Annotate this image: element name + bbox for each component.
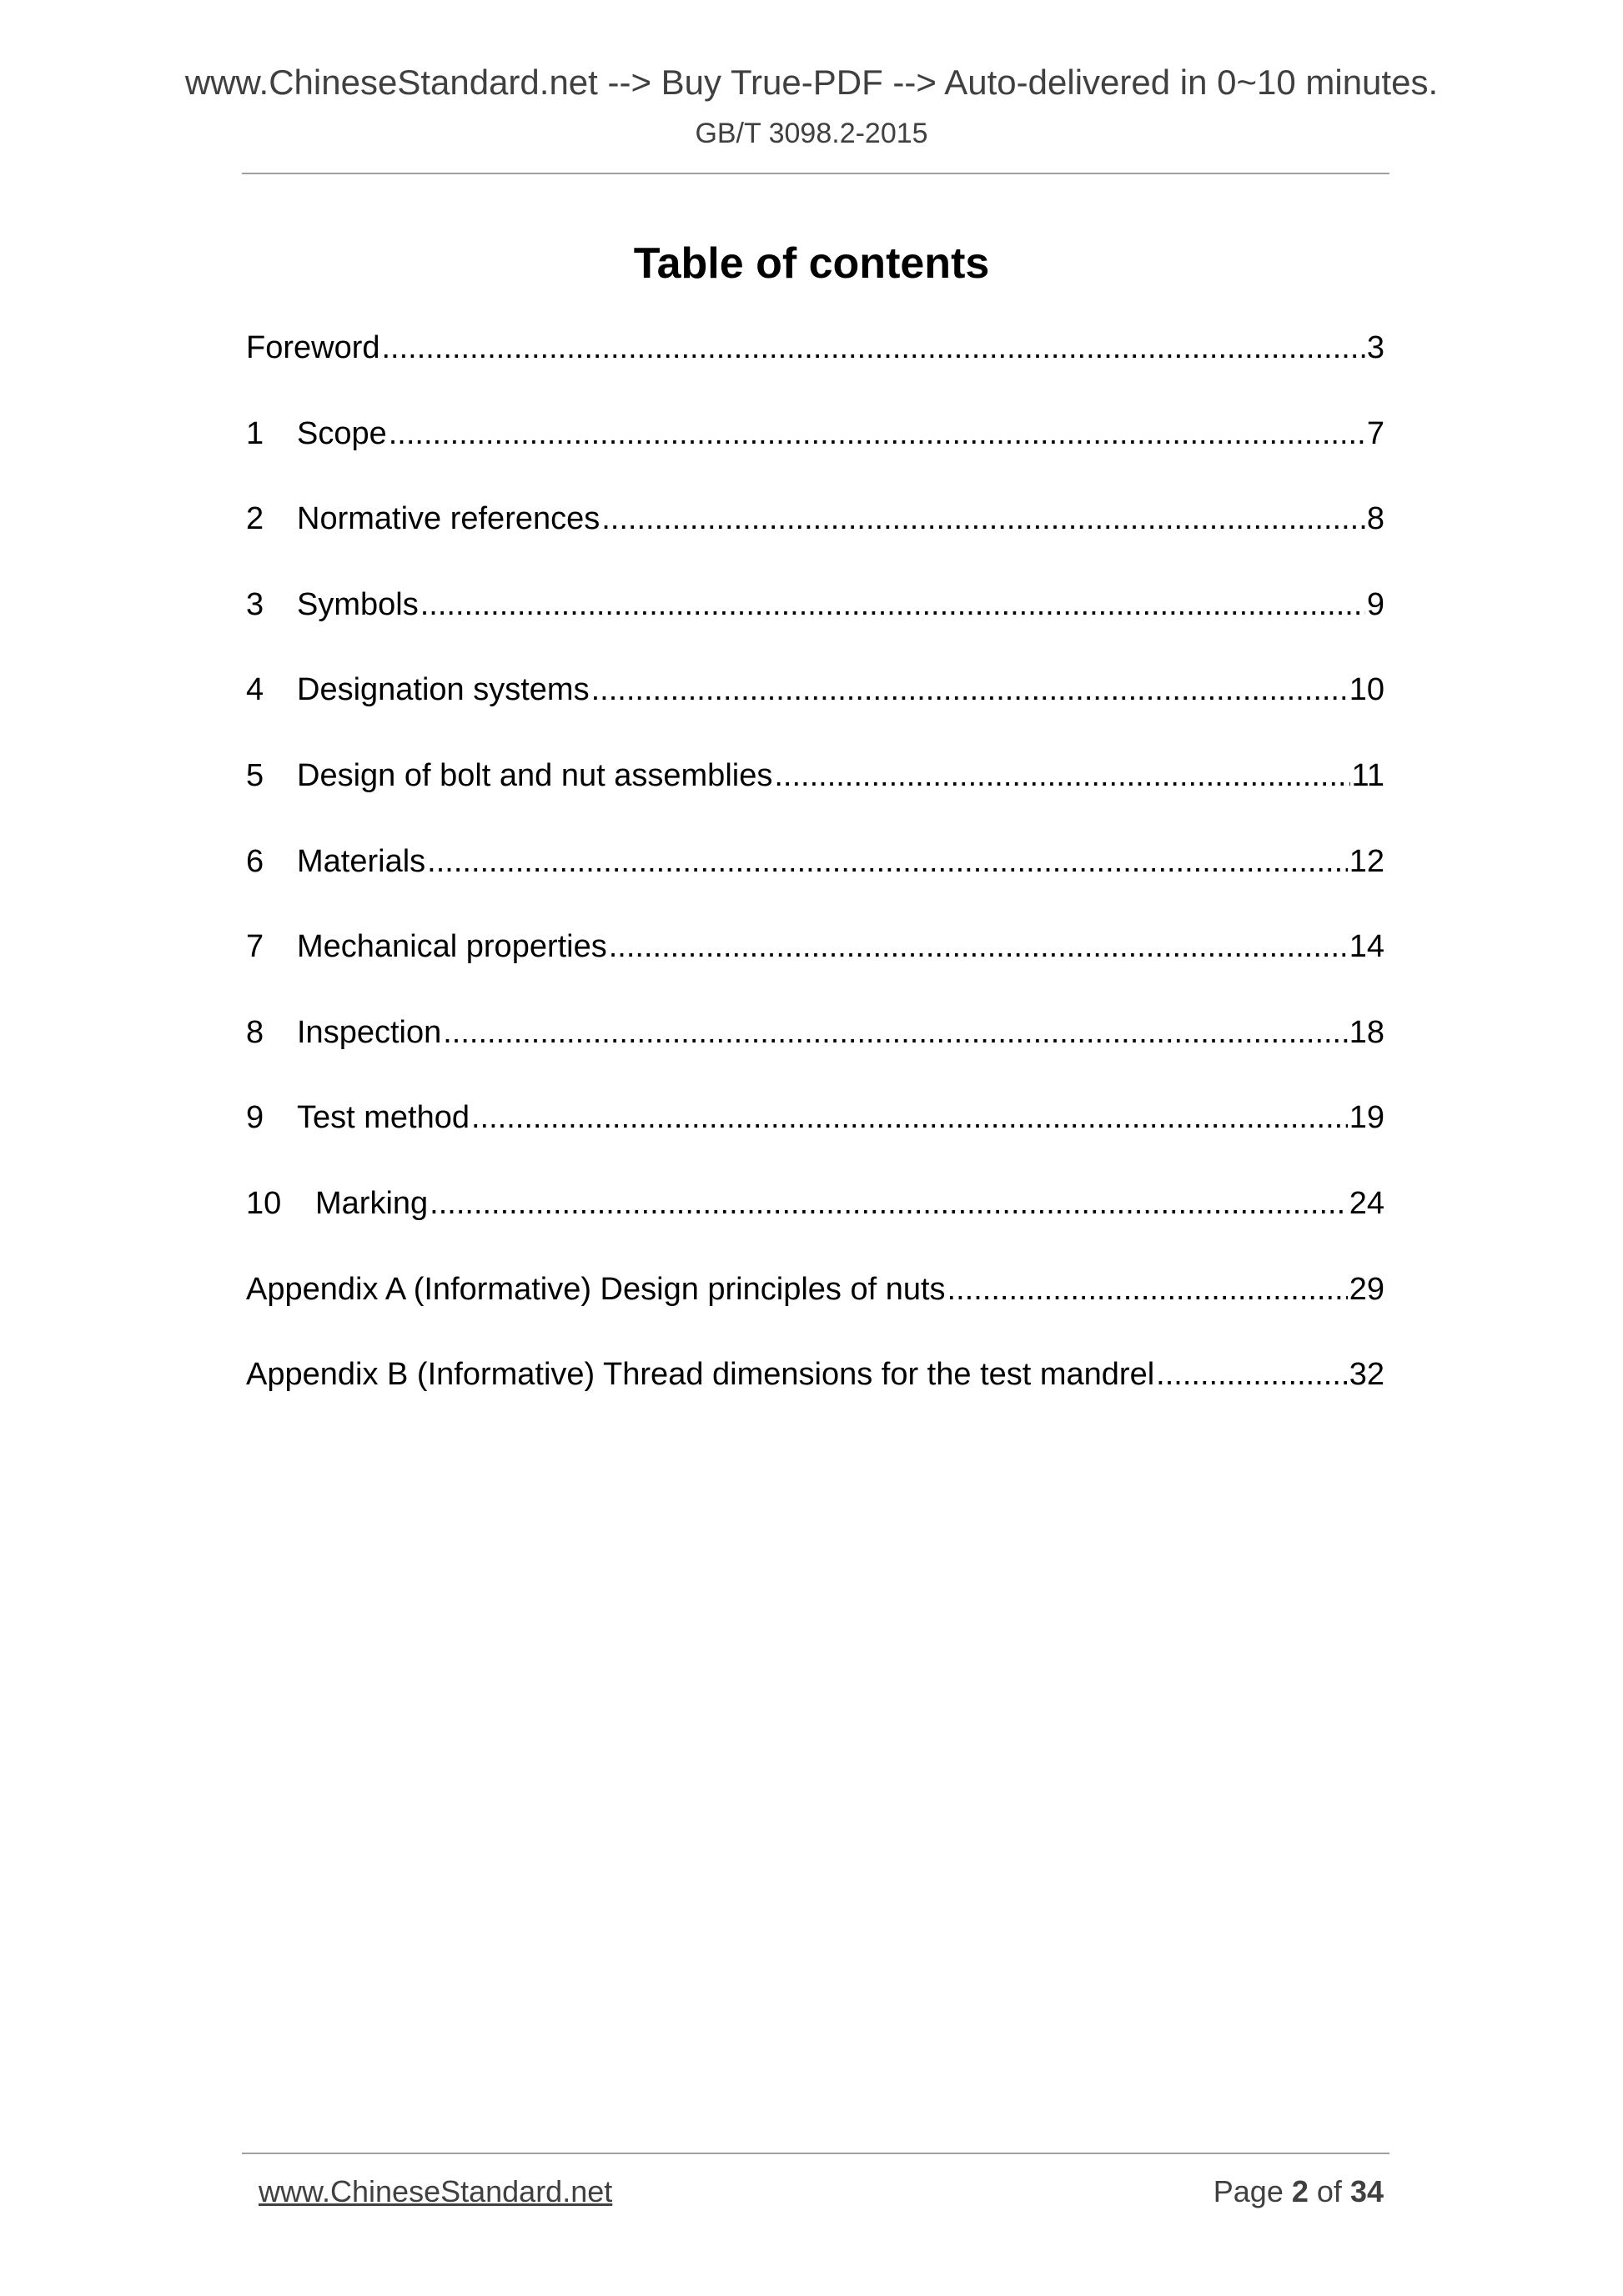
toc-entry-test-method[interactable]	[246, 1099, 1384, 1185]
toc-entry-appendix-a[interactable]	[246, 1271, 1384, 1357]
toc-leader-dots	[601, 500, 1365, 539]
toc-leader-dots	[430, 1185, 1348, 1223]
toc-entry-design-bolt-nut[interactable]	[246, 757, 1384, 843]
toc-entry-number: 7	[246, 929, 264, 965]
toc-entry-label: Inspection	[297, 1014, 442, 1050]
toc-entry-number: 4	[246, 672, 264, 708]
toc-entry-page: 14	[1349, 929, 1384, 965]
toc-entry-symbols[interactable]	[246, 586, 1384, 672]
header-divider	[242, 173, 1389, 174]
toc-entry-number: 6	[246, 843, 264, 879]
toc-entry-page: 11	[1351, 757, 1384, 793]
toc-entry-label: Test method	[297, 1100, 470, 1136]
toc-entry-scope[interactable]	[246, 415, 1384, 501]
toc-entry-label: Marking	[315, 1185, 429, 1221]
toc-entry-number: 1	[246, 415, 264, 451]
toc-leader-dots	[443, 1014, 1347, 1053]
toc-entry-page: 24	[1349, 1185, 1384, 1221]
toc-entry-page: 18	[1349, 1014, 1384, 1050]
toc-entry-label: Mechanical properties	[297, 929, 607, 965]
toc-entry-page: 9	[1366, 586, 1384, 622]
toc-entry-designation-systems[interactable]	[246, 671, 1384, 757]
toc-entry-page: 12	[1349, 843, 1384, 879]
toc-entry-number: 9	[246, 1100, 264, 1136]
toc-entry-marking[interactable]	[246, 1185, 1384, 1271]
toc-leader-dots	[947, 1271, 1348, 1309]
toc-entry-label: Scope	[297, 415, 387, 451]
toc-entry-label: Normative references	[297, 501, 600, 537]
toc-leader-dots	[471, 1099, 1348, 1138]
toc-entry-label: Symbols	[297, 586, 419, 622]
document-code: GB/T 3098.2-2015	[695, 118, 928, 149]
toc-entry-page: 7	[1366, 415, 1384, 451]
current-page-number: 2	[1291, 2174, 1309, 2208]
toc-entry-appendix-b[interactable]	[246, 1356, 1384, 1442]
toc-entry-label: Appendix B (Informative) Thread dimensions for the test mandrel	[246, 1357, 1155, 1393]
toc-leader-dots	[774, 757, 1349, 796]
toc-entry-number: 3	[246, 586, 264, 622]
toc-leader-dots	[389, 415, 1365, 454]
toc-entry-foreword[interactable]	[246, 329, 1384, 415]
toc-entry-label: Designation systems	[297, 672, 590, 708]
toc-entry-label: Appendix A (Informative) Design principles of nuts	[246, 1271, 946, 1307]
toc-entry-mechanical-properties[interactable]	[246, 928, 1384, 1014]
toc-leader-dots	[427, 843, 1348, 882]
toc-entry-page: 8	[1366, 501, 1384, 537]
toc-entry-inspection[interactable]	[246, 1014, 1384, 1100]
page-title: Table of contents	[633, 239, 990, 288]
page-indicator	[1213, 2174, 1384, 2208]
toc-entry-number: 10	[246, 1185, 282, 1221]
toc-entry-materials[interactable]	[246, 843, 1384, 929]
toc-entry-number: 2	[246, 501, 264, 537]
page-prefix: Page	[1213, 2174, 1284, 2208]
toc-entry-label: Foreword	[246, 330, 380, 365]
toc-entry-label: Design of bolt and nut assemblies	[297, 757, 773, 793]
toc-entry-page: 19	[1349, 1100, 1384, 1136]
page-of: of	[1316, 2174, 1342, 2208]
toc-entry-page: 32	[1349, 1357, 1384, 1393]
toc-entry-label: Materials	[297, 843, 426, 879]
table-of-contents	[246, 329, 1384, 1442]
toc-entry-number: 5	[246, 757, 264, 793]
total-page-count: 34	[1349, 2174, 1384, 2208]
toc-entry-number: 8	[246, 1014, 264, 1050]
footer-divider	[242, 2153, 1389, 2154]
toc-leader-dots	[420, 586, 1365, 625]
toc-entry-normative-references[interactable]	[246, 500, 1384, 586]
toc-entry-page: 10	[1349, 672, 1384, 708]
toc-leader-dots	[1156, 1356, 1348, 1394]
toc-leader-dots	[382, 329, 1365, 368]
toc-entry-page: 3	[1366, 330, 1384, 365]
toc-entry-page: 29	[1349, 1271, 1384, 1307]
toc-leader-dots	[609, 928, 1348, 967]
footer-website-link[interactable]: www.ChineseStandard.net	[259, 2174, 613, 2208]
header-banner: www.ChineseStandard.net --> Buy True-PDF --> Auto-delivered in 0~10 minutes.	[184, 63, 1439, 102]
toc-leader-dots	[591, 671, 1348, 710]
